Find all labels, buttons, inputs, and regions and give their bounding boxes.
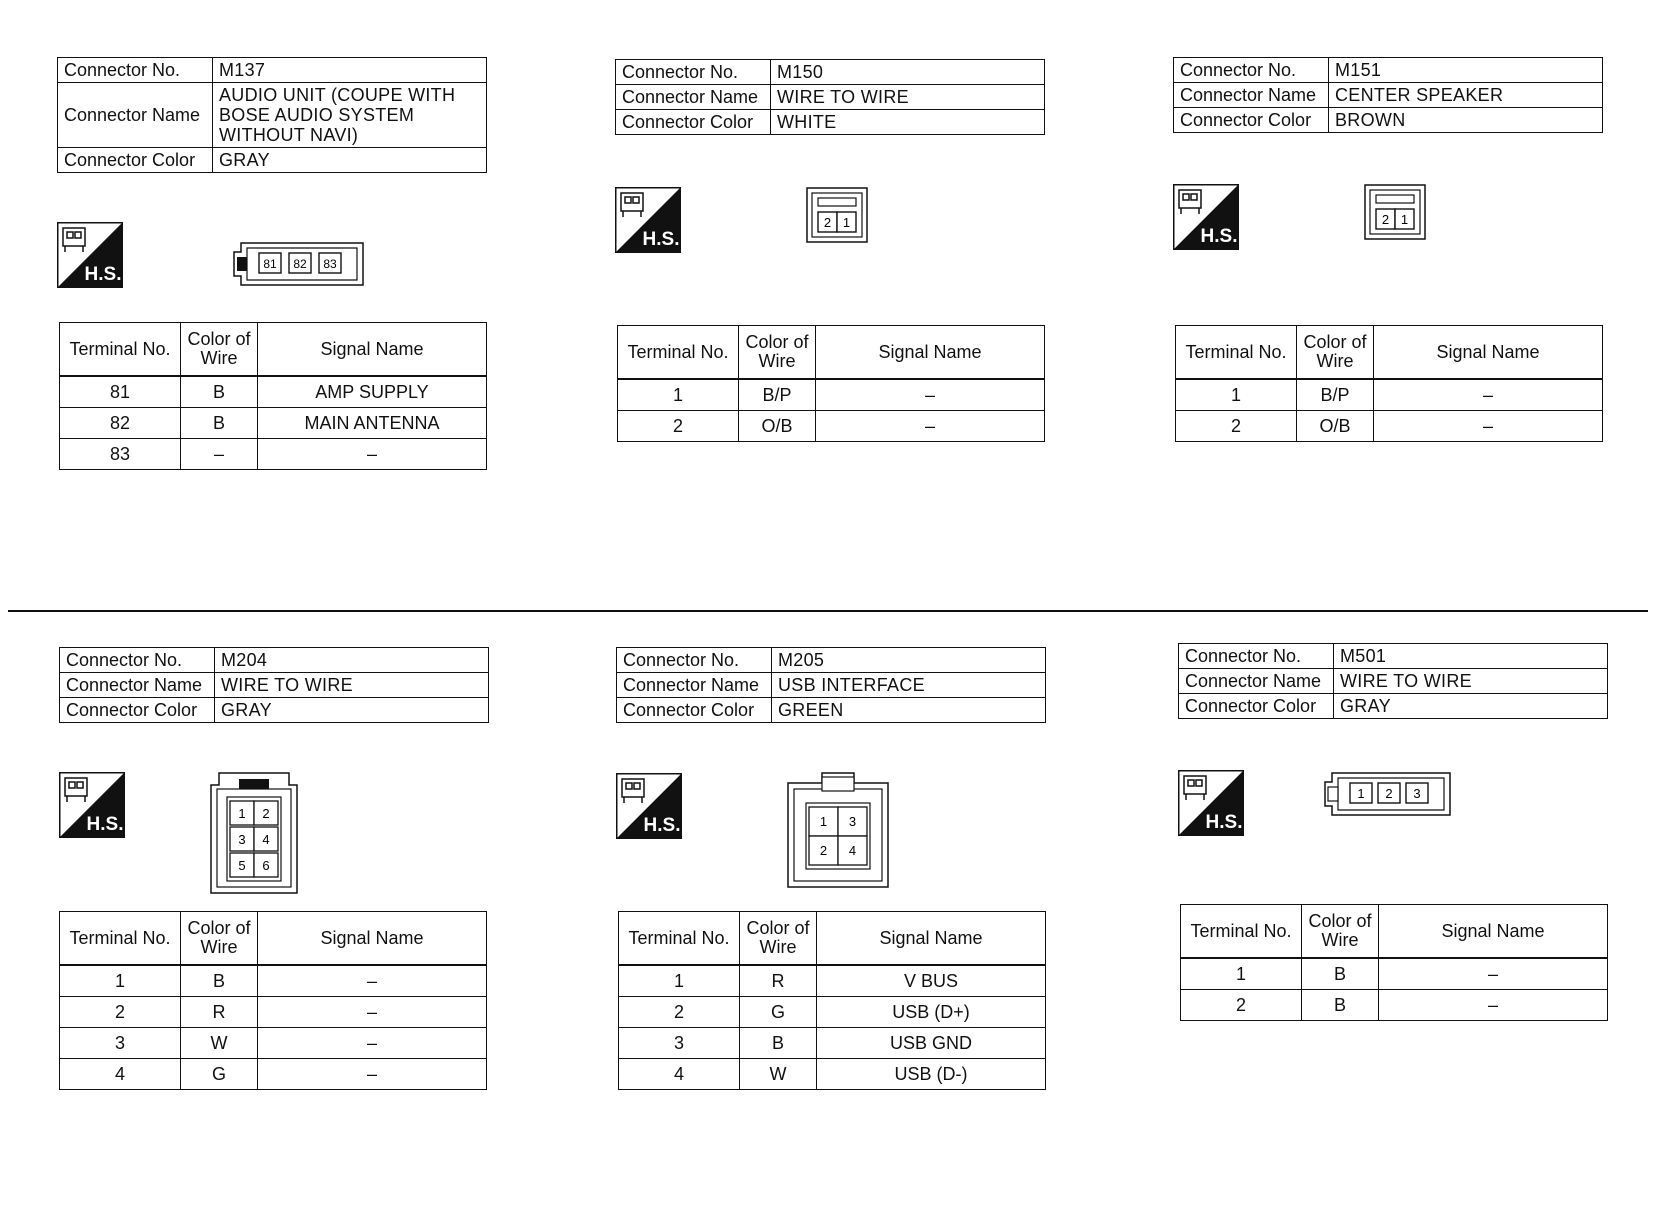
connector-no-label: Connector No. [1179, 644, 1334, 669]
signal-name-header: Signal Name [1379, 905, 1608, 959]
table-row [619, 997, 1046, 1028]
connector-no-label: Connector No. [617, 648, 772, 673]
hs-label: H.S. [84, 264, 122, 285]
connector-block-m501 [1178, 643, 1608, 1103]
signal-cell: USB (D-) [817, 1059, 1046, 1090]
connector-block-m204 [59, 647, 489, 1107]
section-divider [8, 610, 1648, 612]
connector-block-m137 [57, 57, 487, 517]
connector-face-diagram [1363, 183, 1427, 241]
signal-cell: USB (D+) [817, 997, 1046, 1028]
connector-color-value: GRAY [213, 148, 487, 173]
connector-no-label: Connector No. [58, 58, 213, 83]
terminal-table [618, 911, 1046, 1090]
terminal-cell: 1 [619, 965, 740, 997]
hs-icon [615, 187, 681, 253]
terminal-cell: 3 [619, 1028, 740, 1059]
pin-number: 2 [262, 806, 270, 821]
header-line: Color of [1303, 332, 1367, 352]
terminal-cell: 4 [619, 1059, 740, 1090]
header-line: Color of [1308, 911, 1372, 931]
signal-name-header: Signal Name [817, 912, 1046, 966]
table-row [60, 439, 487, 470]
pin-number: 4 [848, 843, 857, 858]
header-line: Wire [200, 937, 238, 957]
table-row [1181, 990, 1608, 1021]
header-line: Wire [200, 348, 238, 368]
pin-number: 2 [823, 215, 832, 230]
signal-name-header: Signal Name [816, 326, 1045, 380]
header-line: Color of [187, 918, 251, 938]
wire-cell: B [181, 376, 258, 408]
wire-cell: W [740, 1059, 817, 1090]
wire-cell: O/B [1297, 411, 1374, 442]
header-line: Wire [758, 351, 796, 371]
connector-name-label: Connector Name [617, 673, 772, 698]
connector-no-label: Connector No. [1174, 58, 1329, 83]
signal-cell: – [258, 439, 487, 470]
terminal-table [59, 322, 487, 470]
terminal-cell: 83 [60, 439, 181, 470]
wire-color-header [1302, 905, 1379, 959]
signal-cell: – [816, 411, 1045, 442]
connector-name-value [213, 83, 487, 148]
signal-cell: – [1374, 379, 1603, 411]
connector-face-diagram [805, 186, 869, 244]
table-row [618, 379, 1045, 411]
pin-number: 1 [842, 215, 851, 230]
signal-cell: – [258, 965, 487, 997]
hs-icon [1173, 184, 1239, 250]
terminal-no-header: Terminal No. [618, 326, 739, 380]
table-row [60, 376, 487, 408]
terminal-cell: 2 [618, 411, 739, 442]
wire-cell: G [740, 997, 817, 1028]
signal-cell: V BUS [817, 965, 1046, 997]
table-row [1181, 958, 1608, 990]
hs-icon [57, 222, 123, 288]
pin-number: 82 [293, 257, 307, 271]
wire-cell: B/P [739, 379, 816, 411]
signal-cell: AMP SUPPLY [258, 376, 487, 408]
connector-no-value: M151 [1329, 58, 1603, 83]
connector-no-value: M150 [771, 60, 1045, 85]
header-line: Color of [745, 332, 809, 352]
hs-icon [616, 773, 682, 839]
header-line: Wire [1316, 351, 1354, 371]
connector-face-diagram [1322, 770, 1454, 818]
signal-name-header: Signal Name [258, 323, 487, 377]
connector-no-label: Connector No. [60, 648, 215, 673]
header-line: Color of [746, 918, 810, 938]
terminal-table [59, 911, 487, 1090]
terminal-no-header: Terminal No. [60, 912, 181, 966]
pin-number: 3 [238, 832, 246, 847]
terminal-no-header: Terminal No. [1176, 326, 1297, 380]
pin-number: 1 [238, 806, 246, 821]
connector-color-label: Connector Color [1179, 694, 1334, 719]
header-line: Color of [187, 329, 251, 349]
pin-number: 3 [1413, 786, 1421, 801]
signal-cell: – [1379, 958, 1608, 990]
terminal-table [1180, 904, 1608, 1021]
hs-label: H.S. [1205, 812, 1243, 833]
connector-info-table [1178, 643, 1608, 719]
terminal-cell: 4 [60, 1059, 181, 1090]
signal-cell: – [816, 379, 1045, 411]
connector-no-value: M501 [1334, 644, 1608, 669]
wire-cell: B [740, 1028, 817, 1059]
wire-cell: R [181, 997, 258, 1028]
connector-name-label: Connector Name [58, 83, 213, 148]
terminal-cell: 1 [1176, 379, 1297, 411]
connector-no-value: M137 [213, 58, 487, 83]
pin-number: 3 [848, 814, 857, 829]
terminal-table [617, 325, 1045, 442]
connector-info-table [57, 57, 487, 173]
connector-color-label: Connector Color [60, 698, 215, 723]
terminal-no-header: Terminal No. [1181, 905, 1302, 959]
hs-label: H.S. [642, 229, 680, 250]
pin-number: 6 [262, 858, 270, 873]
terminal-no-header: Terminal No. [619, 912, 740, 966]
terminal-cell: 2 [1176, 411, 1297, 442]
pin-number: 2 [819, 843, 828, 858]
wire-cell: B [181, 408, 258, 439]
table-row [619, 965, 1046, 997]
table-row [1176, 411, 1603, 442]
terminal-table [1175, 325, 1603, 442]
table-row [60, 965, 487, 997]
table-row [60, 997, 487, 1028]
connector-color-value: WHITE [771, 110, 1045, 135]
wire-color-header [1297, 326, 1374, 380]
hs-icon [59, 772, 125, 838]
wire-cell: O/B [739, 411, 816, 442]
header-line: Wire [1321, 930, 1359, 950]
signal-cell: – [258, 1059, 487, 1090]
pin-number: 2 [1385, 786, 1393, 801]
wire-color-header [181, 912, 258, 966]
pin-number: 1 [1357, 786, 1365, 801]
connector-info-table [615, 59, 1045, 135]
connector-name-label: Connector Name [60, 673, 215, 698]
signal-cell: MAIN ANTENNA [258, 408, 487, 439]
connector-info-table [59, 647, 489, 723]
signal-cell: USB GND [817, 1028, 1046, 1059]
connector-name-label: Connector Name [616, 85, 771, 110]
connector-info-table [616, 647, 1046, 723]
wire-cell: – [181, 439, 258, 470]
signal-cell: – [1379, 990, 1608, 1021]
connector-block-m150 [615, 59, 1045, 519]
connector-block-m205 [616, 647, 1046, 1107]
connector-no-value: M205 [772, 648, 1046, 673]
table-row [619, 1028, 1046, 1059]
terminal-cell: 2 [1181, 990, 1302, 1021]
wire-cell: B [1302, 958, 1379, 990]
wire-cell: B/P [1297, 379, 1374, 411]
wire-cell: B [1302, 990, 1379, 1021]
connector-name-line: BOSE AUDIO SYSTEM [219, 105, 415, 125]
connector-name-value: CENTER SPEAKER [1329, 83, 1603, 108]
wire-cell: R [740, 965, 817, 997]
pin-number: 5 [238, 858, 246, 873]
terminal-cell: 1 [1181, 958, 1302, 990]
signal-cell: – [1374, 411, 1603, 442]
connector-color-value: GRAY [215, 698, 489, 723]
hs-label: H.S. [643, 815, 681, 836]
hs-icon [1178, 770, 1244, 836]
signal-cell: – [258, 1028, 487, 1059]
connector-block-m151 [1173, 57, 1603, 517]
header-line: Wire [759, 937, 797, 957]
hs-label: H.S. [86, 814, 124, 835]
connector-name-label: Connector Name [1179, 669, 1334, 694]
table-row [618, 411, 1045, 442]
connector-name-value: USB INTERFACE [772, 673, 1046, 698]
signal-name-header: Signal Name [1374, 326, 1603, 380]
connector-color-label: Connector Color [617, 698, 772, 723]
pin-number: 4 [262, 832, 270, 847]
pin-number: 1 [1400, 212, 1409, 227]
connector-name-line: AUDIO UNIT (COUPE WITH [219, 85, 456, 105]
signal-cell: – [258, 997, 487, 1028]
table-row [60, 408, 487, 439]
terminal-cell: 82 [60, 408, 181, 439]
wire-color-header [181, 323, 258, 377]
table-row [619, 1059, 1046, 1090]
connector-color-value: GREEN [772, 698, 1046, 723]
connector-no-value: M204 [215, 648, 489, 673]
terminal-cell: 1 [60, 965, 181, 997]
hs-label: H.S. [1200, 226, 1238, 247]
pin-number: 2 [1381, 212, 1390, 227]
connector-name-value: WIRE TO WIRE [1334, 669, 1608, 694]
wire-cell: W [181, 1028, 258, 1059]
connector-name-value: WIRE TO WIRE [771, 85, 1045, 110]
table-row [60, 1059, 487, 1090]
wire-cell: B [181, 965, 258, 997]
pin-number: 1 [819, 814, 828, 829]
connector-name-label: Connector Name [1174, 83, 1329, 108]
connector-info-table [1173, 57, 1603, 133]
pin-number: 83 [323, 257, 337, 271]
connector-name-value: WIRE TO WIRE [215, 673, 489, 698]
connector-face-diagram [786, 771, 890, 889]
terminal-cell: 81 [60, 376, 181, 408]
connector-no-label: Connector No. [616, 60, 771, 85]
connector-color-label: Connector Color [616, 110, 771, 135]
terminal-no-header: Terminal No. [60, 323, 181, 377]
wire-color-header [739, 326, 816, 380]
connector-color-value: BROWN [1329, 108, 1603, 133]
connector-color-label: Connector Color [1174, 108, 1329, 133]
table-row [1176, 379, 1603, 411]
connector-face-diagram [209, 771, 299, 895]
connector-color-value: GRAY [1334, 694, 1608, 719]
connector-name-line: WITHOUT NAVI) [219, 125, 359, 145]
terminal-cell: 2 [60, 997, 181, 1028]
wire-cell: G [181, 1059, 258, 1090]
signal-name-header: Signal Name [258, 912, 487, 966]
connector-color-label: Connector Color [58, 148, 213, 173]
terminal-cell: 3 [60, 1028, 181, 1059]
pin-number: 81 [263, 257, 277, 271]
terminal-cell: 1 [618, 379, 739, 411]
terminal-cell: 2 [619, 997, 740, 1028]
connector-face-diagram [231, 240, 367, 288]
table-row [60, 1028, 487, 1059]
wire-color-header [740, 912, 817, 966]
